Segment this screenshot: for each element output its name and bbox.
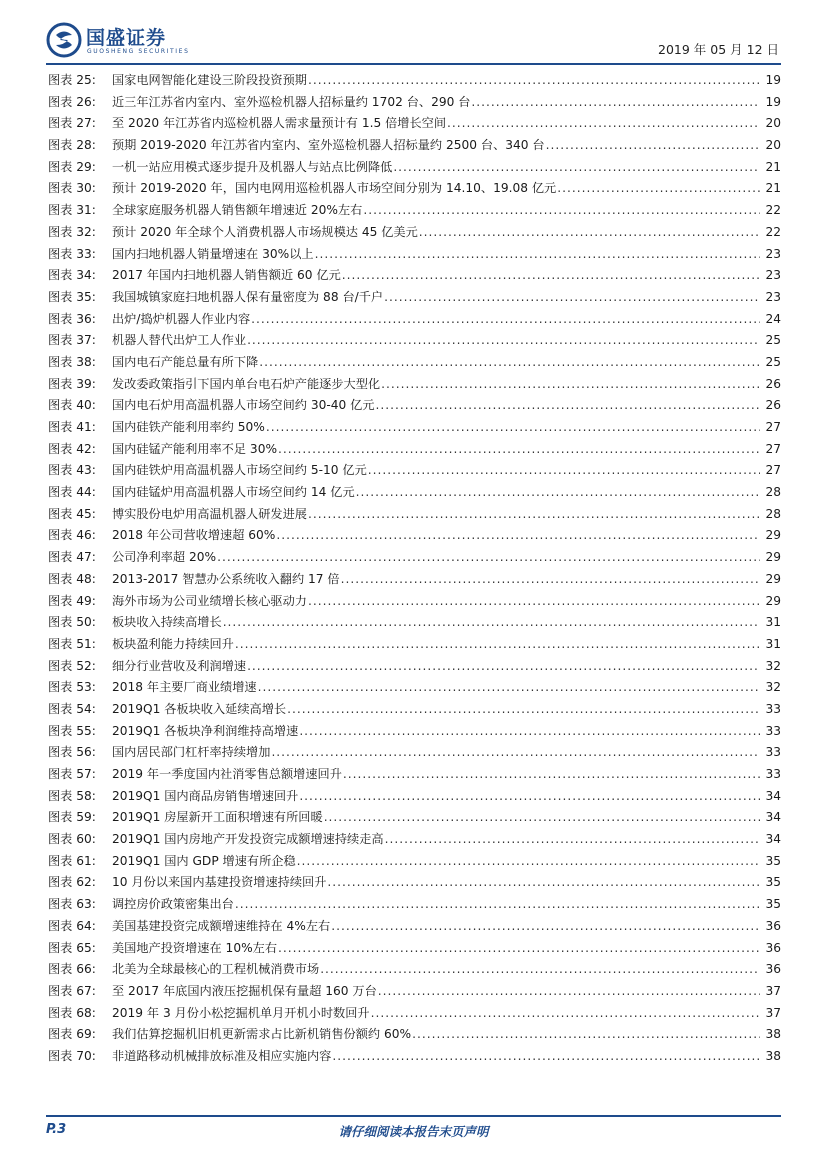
- toc-entry-label: 图表 55:: [48, 723, 96, 738]
- toc-entry-page[interactable]: 28: [765, 506, 781, 521]
- toc-entry-page[interactable]: 29: [765, 593, 781, 608]
- toc-entry-title[interactable]: 2019Q1 各板块净利润维持高增速: [112, 723, 299, 738]
- toc-entry-label: 图表 66:: [48, 962, 96, 977]
- toc-entry[interactable]: [48, 200, 781, 222]
- toc-dot-leader: [419, 222, 760, 244]
- toc-entry[interactable]: [48, 851, 781, 873]
- toc-entry-title[interactable]: 国内硅锰炉用高温机器人市场空间约 14 亿元: [112, 485, 355, 500]
- toc-entry-title[interactable]: 美国地产投资增速在 10%左右: [112, 940, 278, 955]
- toc-entry-page[interactable]: 22: [765, 203, 781, 218]
- toc-dot-leader: [247, 656, 760, 678]
- toc-entry-page[interactable]: 37: [765, 983, 781, 998]
- toc-dot-leader: [315, 244, 760, 266]
- toc-entry[interactable]: [48, 222, 781, 244]
- toc-entry-title[interactable]: 2013-2017 智慧办公系统收入翻约 17 倍: [112, 571, 340, 586]
- logo-text-cn: 国盛证券: [86, 27, 167, 49]
- toc-entry[interactable]: [48, 699, 781, 721]
- toc-entry-page[interactable]: 33: [765, 767, 781, 781]
- toc-dot-leader: [546, 135, 760, 157]
- company-logo-icon: [46, 22, 82, 58]
- footer-divider: [46, 1115, 781, 1117]
- toc-entry[interactable]: [48, 829, 781, 851]
- toc-entry[interactable]: [48, 70, 781, 92]
- toc-entry-title[interactable]: 海外市场为公司业绩增长核心驱动力: [112, 593, 307, 608]
- toc-entry[interactable]: [48, 612, 781, 634]
- toc-entry-label: 图表 51:: [48, 636, 96, 651]
- toc-entry-label: 图表 40:: [48, 398, 96, 413]
- toc-entry-title[interactable]: 公司净利率超 20%: [112, 550, 217, 565]
- toc-entry[interactable]: [48, 872, 781, 894]
- toc-entry-label: 图表 30:: [48, 181, 96, 196]
- toc-entry-title[interactable]: 我国城镇家庭扫地机器人保有量密度为 88 台/千户: [112, 289, 384, 304]
- toc-dot-leader: [368, 460, 760, 482]
- toc-entry-title[interactable]: 国内硅铁炉用高温机器人市场空间约 5-10 亿元: [112, 463, 367, 478]
- toc-entry-label: 图表 45:: [48, 506, 96, 521]
- toc-entry[interactable]: [48, 591, 781, 613]
- toc-entry[interactable]: [48, 807, 781, 829]
- toc-entry-title[interactable]: 细分行业营收及利润增速: [112, 658, 247, 673]
- toc-entry-page[interactable]: 23: [765, 246, 781, 261]
- page-header: [46, 20, 781, 60]
- toc-entry-page[interactable]: 23: [765, 268, 781, 283]
- toc-entry-page[interactable]: 21: [765, 181, 781, 196]
- toc-entry[interactable]: [48, 547, 781, 569]
- toc-entry-page[interactable]: 26: [765, 376, 781, 391]
- toc-dot-leader: [278, 439, 760, 461]
- toc-entry-label: 图表 42:: [48, 441, 96, 456]
- toc-entry-page[interactable]: 26: [765, 398, 781, 413]
- toc-entry[interactable]: [48, 460, 781, 482]
- toc-entry-page[interactable]: 31: [765, 636, 781, 651]
- toc-entry-title[interactable]: 发改委政策指引下国内单台电石炉产能逐步大型化: [112, 376, 381, 391]
- toc-entry-title[interactable]: 国内硅铁产能利用率约 50%: [112, 420, 265, 434]
- toc-entry-title[interactable]: 国内硅锰产能利用率不足 30%: [112, 441, 278, 456]
- toc-entry-label: 图表 37:: [48, 333, 96, 348]
- toc-entry-title[interactable]: 10 月份以来国内基建投资增速持续回升: [112, 875, 327, 890]
- toc-entry-title[interactable]: 国家电网智能化建设三阶段投资预期: [112, 73, 307, 87]
- toc-entry[interactable]: [48, 525, 781, 547]
- toc-entry-page[interactable]: 38: [765, 1027, 781, 1042]
- toc-entry-label: 图表 64:: [48, 918, 96, 933]
- toc-entry[interactable]: [48, 981, 781, 1003]
- toc-entry[interactable]: [48, 569, 781, 591]
- toc-entry-page[interactable]: 29: [765, 528, 781, 543]
- toc-entry-label: 图表 68:: [48, 1005, 96, 1020]
- toc-entry[interactable]: [48, 178, 781, 200]
- toc-entry-title[interactable]: 板块收入持续高增长: [112, 615, 222, 630]
- toc-entry-title[interactable]: 预计 2020 年全球个人消费机器人市场规模达 45 亿美元: [112, 224, 418, 239]
- toc-entry-page[interactable]: 36: [765, 918, 781, 933]
- toc-dot-leader: [266, 417, 760, 439]
- toc-entry-title[interactable]: 国内扫地机器人销量增速在 30%以上: [112, 246, 314, 261]
- toc-entry[interactable]: [48, 439, 781, 461]
- toc-entry-page[interactable]: 29: [765, 571, 781, 586]
- toc-entry-label: 图表 48:: [48, 571, 96, 586]
- toc-entry[interactable]: [48, 92, 781, 114]
- toc-entry[interactable]: [48, 786, 781, 808]
- toc-entry-label: 图表 57:: [48, 767, 96, 781]
- toc-dot-leader: [471, 92, 760, 114]
- toc-dot-leader: [324, 807, 760, 829]
- toc-entry-title[interactable]: 板块盈利能力持续回升: [112, 636, 234, 651]
- toc-entry-page[interactable]: 38: [765, 1048, 781, 1063]
- toc-entry-title[interactable]: 预期 2019-2020 年江苏省内室内、室外巡检机器人招标量约 2500 台、340 台: [112, 138, 545, 153]
- toc-entry-page[interactable]: 35: [765, 853, 781, 868]
- disclaimer-note: 请仔细阅读本报告末页声明: [338, 1124, 489, 1139]
- toc-entry-label: 图表 36:: [48, 311, 96, 326]
- toc-entry-label: 图表 56:: [48, 745, 96, 760]
- toc-entry[interactable]: [48, 135, 781, 157]
- toc-entry-title[interactable]: 2019Q1 国内商品房销售增速回升: [112, 788, 299, 803]
- toc-entry-label: 图表 39:: [48, 376, 96, 391]
- toc-dot-leader: [447, 113, 760, 135]
- toc-dot-leader: [412, 1024, 760, 1046]
- toc-entry[interactable]: [48, 309, 781, 331]
- toc-entry[interactable]: [48, 352, 781, 374]
- toc-entry-title[interactable]: 国内居民部门杠杆率持续增加: [112, 745, 271, 760]
- toc-dot-leader: [271, 742, 760, 764]
- toc-entry-title[interactable]: 2019Q1 国内房地产开发投资完成额增速持续走高: [112, 832, 384, 847]
- toc-entry-page[interactable]: 34: [765, 788, 781, 803]
- toc-entry-page[interactable]: 34: [765, 810, 781, 825]
- toc-entry-page[interactable]: 36: [765, 940, 781, 955]
- toc-entry-title[interactable]: 全球家庭服务机器人销售额年增速近 20%左右: [112, 203, 363, 218]
- toc-entry[interactable]: [48, 157, 781, 179]
- toc-entry-page[interactable]: 23: [765, 289, 781, 304]
- toc-entry-label: 图表 60:: [48, 832, 96, 847]
- toc-entry-page[interactable]: 33: [765, 701, 781, 716]
- toc-entry-label: 图表 35:: [48, 289, 96, 304]
- toc-dot-leader: [385, 829, 760, 851]
- toc-entry[interactable]: [48, 504, 781, 526]
- toc-dot-leader: [299, 786, 760, 808]
- toc-dot-leader: [308, 591, 760, 613]
- toc-entry-label: 图表 25:: [48, 73, 96, 87]
- toc-entry[interactable]: [48, 916, 781, 938]
- toc-entry-label: 图表 28:: [48, 138, 96, 153]
- toc-entry-title[interactable]: 至 2017 年底国内液压挖掘机保有量超 160 万台: [112, 983, 377, 998]
- toc-dot-leader: [327, 872, 760, 894]
- toc-dot-leader: [363, 200, 760, 222]
- toc-entry-page[interactable]: 22: [765, 224, 781, 239]
- toc-entry-label: 图表 34:: [48, 268, 96, 283]
- toc-entry-page[interactable]: 34: [765, 832, 781, 847]
- toc-entry[interactable]: [48, 287, 781, 309]
- toc-entry-title[interactable]: 北美为全球最核心的工程机械消费市场: [112, 962, 320, 977]
- toc-entry-label: 图表 44:: [48, 485, 96, 500]
- toc-dot-leader: [378, 981, 760, 1003]
- toc-dot-leader: [557, 178, 760, 200]
- toc-entry-page[interactable]: 31: [765, 615, 781, 630]
- toc-entry-title[interactable]: 近三年江苏省内室内、室外巡检机器人招标量约 1702 台、290 台: [112, 94, 471, 109]
- toc-entry-label: 图表 58:: [48, 788, 96, 803]
- toc-entry-label: 图表 31:: [48, 203, 96, 218]
- toc-dot-leader: [371, 1003, 760, 1025]
- toc-entry-page[interactable]: 21: [765, 159, 781, 174]
- toc-entry-title[interactable]: 美国基建投资完成额增速维持在 4%左右: [112, 918, 331, 933]
- toc-dot-leader: [247, 330, 760, 352]
- toc-entry-page[interactable]: 25: [765, 333, 781, 348]
- toc-entry[interactable]: [48, 265, 781, 287]
- toc-dot-leader: [235, 634, 760, 656]
- toc-entry[interactable]: [48, 330, 781, 352]
- toc-entry-label: 图表 70:: [48, 1048, 96, 1063]
- toc-entry-title[interactable]: 调控房价政策密集出台: [112, 897, 234, 912]
- toc-entry[interactable]: [48, 764, 781, 786]
- toc-entry[interactable]: [48, 721, 781, 743]
- toc-entry-label: 图表 59:: [48, 810, 96, 825]
- toc-entry-title[interactable]: 2018 年公司营收增速超 60%: [112, 528, 276, 543]
- toc-dot-leader: [393, 157, 760, 179]
- toc-entry-title[interactable]: 预计 2019-2020 年，国内电网用巡检机器人市场空间分别为 14.10、19.08 亿元: [112, 181, 557, 196]
- toc-entry-title[interactable]: 2017 年国内扫地机器人销售额近 60 亿元: [112, 268, 341, 283]
- toc-entry-title[interactable]: 出炉/捣炉机器人作业内容: [112, 311, 251, 326]
- toc-entry[interactable]: [48, 1024, 781, 1046]
- toc-entry[interactable]: [48, 374, 781, 396]
- toc-entry[interactable]: [48, 417, 781, 439]
- toc-entry-page[interactable]: 19: [765, 94, 781, 109]
- toc-entry-page[interactable]: 27: [765, 441, 781, 456]
- toc-entry-title[interactable]: 博实股份电炉用高温机器人研发进展: [112, 506, 307, 521]
- toc-entry-page[interactable]: 32: [765, 680, 781, 695]
- toc-entry-page[interactable]: 27: [765, 420, 781, 434]
- toc-entry[interactable]: [48, 244, 781, 266]
- toc-entry-page[interactable]: 35: [765, 897, 781, 912]
- toc-entry-title[interactable]: 一机一站应用模式逐步提升及机器人与站点比例降低: [112, 159, 393, 174]
- toc-dot-leader: [343, 764, 760, 786]
- toc-entry-page[interactable]: 20: [765, 138, 781, 153]
- toc-entry-title[interactable]: 至 2020 年江苏省内巡检机器人需求量预计有 1.5 倍增长空间: [112, 116, 447, 131]
- toc-dot-leader: [276, 525, 760, 547]
- toc-entry-title[interactable]: 非道路移动机械排放标准及相应实施内容: [112, 1048, 332, 1063]
- toc-dot-leader: [287, 699, 760, 721]
- toc-dot-leader: [356, 482, 760, 504]
- toc-entry[interactable]: [48, 742, 781, 764]
- toc-entry-page[interactable]: 32: [765, 658, 781, 673]
- toc-entry-label: 图表 27:: [48, 116, 96, 131]
- toc-entry-page[interactable]: 33: [765, 745, 781, 760]
- toc-entry-label: 图表 63:: [48, 897, 96, 912]
- toc-entry[interactable]: [48, 113, 781, 135]
- toc-entry[interactable]: [48, 959, 781, 981]
- toc-entry-label: 图表 38:: [48, 354, 96, 369]
- toc-entry-label: 图表 46:: [48, 528, 96, 543]
- toc-entry[interactable]: [48, 656, 781, 678]
- toc-entry-label: 图表 54:: [48, 701, 96, 716]
- toc-entry-label: 图表 67:: [48, 983, 96, 998]
- toc-entry-label: 图表 33:: [48, 246, 96, 261]
- toc-entry[interactable]: [48, 894, 781, 916]
- toc-entry-title[interactable]: 国内电石炉用高温机器人市场空间约 30-40 亿元: [112, 398, 375, 413]
- toc-entry-label: 图表 47:: [48, 550, 96, 565]
- toc-dot-leader: [251, 309, 760, 331]
- toc-entry-page[interactable]: 37: [765, 1005, 781, 1020]
- toc-dot-leader: [259, 352, 760, 374]
- toc-entry[interactable]: [48, 634, 781, 656]
- toc-entry[interactable]: [48, 1003, 781, 1025]
- toc-entry[interactable]: [48, 938, 781, 960]
- toc-entry-label: 图表 61:: [48, 853, 96, 868]
- toc-entry-label: 图表 50:: [48, 615, 96, 630]
- toc-entry-title[interactable]: 机器人替代出炉工人作业: [112, 333, 247, 348]
- toc-entry-label: 图表 53:: [48, 680, 96, 695]
- toc-dot-leader: [342, 265, 760, 287]
- toc-dot-leader: [258, 677, 760, 699]
- toc-entry-page[interactable]: 27: [765, 463, 781, 478]
- toc-entry-label: 图表 49:: [48, 593, 96, 608]
- figure-index-list: [48, 70, 781, 1068]
- toc-entry-page[interactable]: 35: [765, 875, 781, 890]
- toc-dot-leader: [223, 612, 760, 634]
- toc-entry-label: 图表 43:: [48, 463, 96, 478]
- toc-dot-leader: [308, 70, 760, 92]
- toc-dot-leader: [217, 547, 760, 569]
- toc-entry-page[interactable]: 33: [765, 723, 781, 738]
- toc-entry-page[interactable]: 24: [765, 311, 781, 326]
- toc-entry-label: 图表 52:: [48, 658, 96, 673]
- toc-entry-page[interactable]: 20: [765, 116, 781, 131]
- toc-dot-leader: [376, 395, 760, 417]
- toc-entry-title[interactable]: 2019Q1 房屋新开工面积增速有所回暖: [112, 810, 323, 825]
- toc-entry-title[interactable]: 2019Q1 各板块收入延续高增长: [112, 701, 287, 716]
- toc-entry-title[interactable]: 2019Q1 国内 GDP 增速有所企稳: [112, 853, 296, 868]
- page-number: P.3: [46, 1122, 67, 1137]
- toc-entry-page[interactable]: 19: [765, 73, 781, 87]
- toc-entry-page[interactable]: 28: [765, 485, 781, 500]
- toc-entry-label: 图表 26:: [48, 94, 96, 109]
- toc-entry-label: 图表 62:: [48, 875, 96, 890]
- toc-entry[interactable]: [48, 482, 781, 504]
- toc-dot-leader: [297, 851, 760, 873]
- header-divider: [46, 63, 781, 65]
- toc-dot-leader: [331, 916, 760, 938]
- toc-entry-title[interactable]: 我们估算挖掘机旧机更新需求占比新机销售份额约 60%: [112, 1027, 412, 1042]
- toc-entry-title[interactable]: 2019 年一季度国内社消零售总额增速回升: [112, 767, 342, 781]
- toc-dot-leader: [341, 569, 760, 591]
- toc-dot-leader: [278, 938, 760, 960]
- toc-entry-title[interactable]: 2018 年主要厂商业绩增速: [112, 680, 257, 695]
- toc-entry-page[interactable]: 36: [765, 962, 781, 977]
- toc-dot-leader: [320, 959, 760, 981]
- toc-dot-leader: [299, 721, 760, 743]
- toc-entry-title[interactable]: 国内电石产能总量有所下降: [112, 354, 259, 369]
- toc-entry-label: 图表 29:: [48, 159, 96, 174]
- toc-entry-label: 图表 65:: [48, 940, 96, 955]
- toc-entry-page[interactable]: 25: [765, 354, 781, 369]
- toc-dot-leader: [235, 894, 760, 916]
- toc-entry-title[interactable]: 2019 年 3 月份小松挖掘机单月开机小时数回升: [112, 1005, 370, 1020]
- toc-entry[interactable]: [48, 1046, 781, 1068]
- report-date: 2019 年 05 月 12 日: [658, 42, 779, 57]
- toc-dot-leader: [384, 287, 760, 309]
- toc-entry-page[interactable]: 29: [765, 550, 781, 565]
- toc-entry-label: 图表 32:: [48, 224, 96, 239]
- toc-entry[interactable]: [48, 677, 781, 699]
- toc-entry-label: 图表 69:: [48, 1027, 96, 1042]
- toc-dot-leader: [332, 1046, 760, 1068]
- toc-entry[interactable]: [48, 395, 781, 417]
- toc-dot-leader: [308, 504, 760, 526]
- company-logo: [46, 22, 196, 62]
- logo-text-en: GUOSHENG SECURITIES: [87, 48, 190, 55]
- toc-entry-label: 图表 41:: [48, 420, 96, 434]
- toc-dot-leader: [381, 374, 760, 396]
